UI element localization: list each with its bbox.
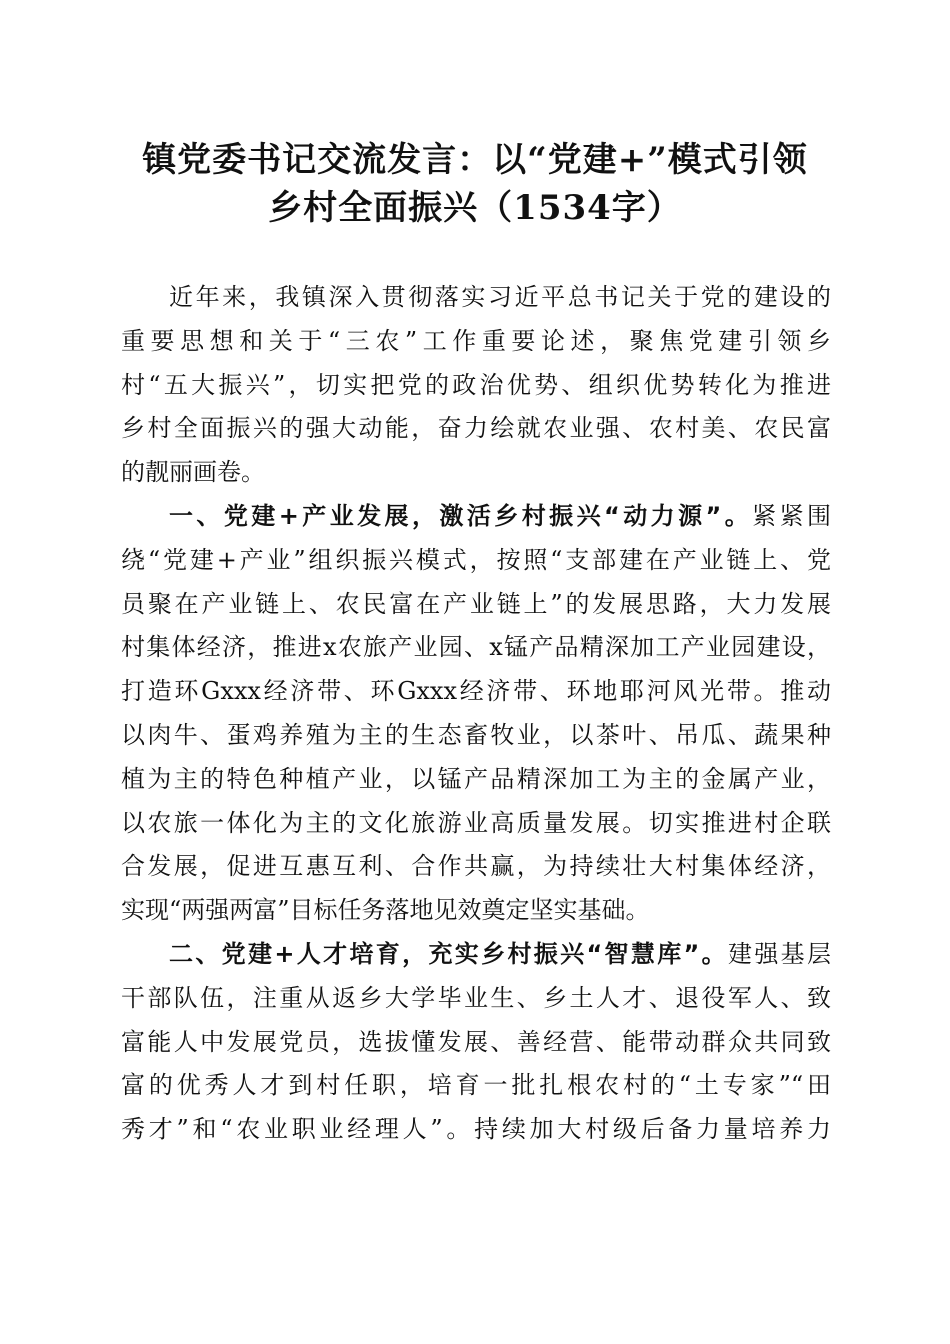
section-heading-1: 一、党建+产业发展，激活乡村振兴“动力源”。 [169,501,753,530]
line-text: 建强基层 [728,939,832,968]
line-text: 干部队伍，注重从返乡大学毕业生、乡土人才、退役军人、致 [121,983,831,1012]
text-line [121,320,831,364]
text-line [121,933,831,977]
paragraph-intro [121,276,831,495]
line-text: 秀才”和“农业职业经理人”。持续加大村级后备力量培养力 [121,1115,831,1144]
line-text: 植为主的特色种植产业，以锰产品精深加工为主的金属产业， [121,764,831,793]
line-text: 绕“党建+产业”组织振兴模式，按照“支部建在产业链上、党 [121,545,831,574]
text-line [121,451,831,495]
line-text: 以肉牛、蛋鸡养殖为主的生态畜牧业，以茶叶、吊瓜、蔬果种 [121,720,831,749]
text-line [121,845,831,889]
text-line [121,539,831,583]
line-text: 的靓丽画卷。 [121,458,265,487]
text-line [121,1064,831,1108]
text-line [121,276,831,320]
line-text: 乡村全面振兴的强大动能，奋力绘就农业强、农村美、农民富 [121,414,831,443]
text-line [121,1108,831,1152]
text-line [121,1021,831,1065]
text-line [121,626,831,670]
line-text: 以农旅一体化为主的文化旅游业高质量发展。切实推进村企联 [121,808,831,837]
line-text: 富的优秀人才到村任职，培育一批扎根农村的“土专家”“田 [121,1071,831,1100]
line-text: 打造环Gxxx经济带、环Gxxx经济带、环地耶河风光带。推动 [121,677,831,706]
paragraph-talent [121,933,831,1152]
text-line [121,714,831,758]
line-text: 实现“两强两富”目标任务落地见效奠定坚实基础。 [121,896,650,925]
title-line-1: 镇党委书记交流发言：以“党建+”模式引领 [142,140,808,180]
text-line [121,407,831,451]
line-text: 紧紧围 [752,501,832,530]
section-heading-2: 二、党建+人才培育，充实乡村振兴“智慧库”。 [169,939,728,968]
document-body [121,276,831,1152]
document-title [90,136,860,232]
text-line [121,583,831,627]
line-text: 重要思想和关于“三农”工作重要论述，聚焦党建引领乡 [121,326,831,355]
line-text: 合发展，促进互惠互利、合作共赢，为持续壮大村集体经济， [121,852,831,881]
text-line [121,670,831,714]
line-text: 富能人中发展党员，选拔懂发展、善经营、能带动群众共同致 [121,1027,831,1056]
text-line [121,758,831,802]
line-text: 村“五大振兴”，切实把党的政治优势、组织优势转化为推进 [121,370,831,399]
line-text: 近年来，我镇深入贯彻落实习近平总书记关于党的建设的 [169,283,831,311]
text-line [121,802,831,846]
text-line [121,889,831,933]
text-line [121,977,831,1021]
paragraph-industry [121,495,831,933]
text-line [121,495,831,539]
text-line [121,364,831,408]
line-text: 员聚在产业链上、农民富在产业链上”的发展思路，大力发展 [121,589,831,618]
title-line-2: 乡村全面振兴（1534字） [268,188,682,228]
line-text: 村集体经济，推进x农旅产业园、x锰产品精深加工产业园建设， [121,633,831,662]
